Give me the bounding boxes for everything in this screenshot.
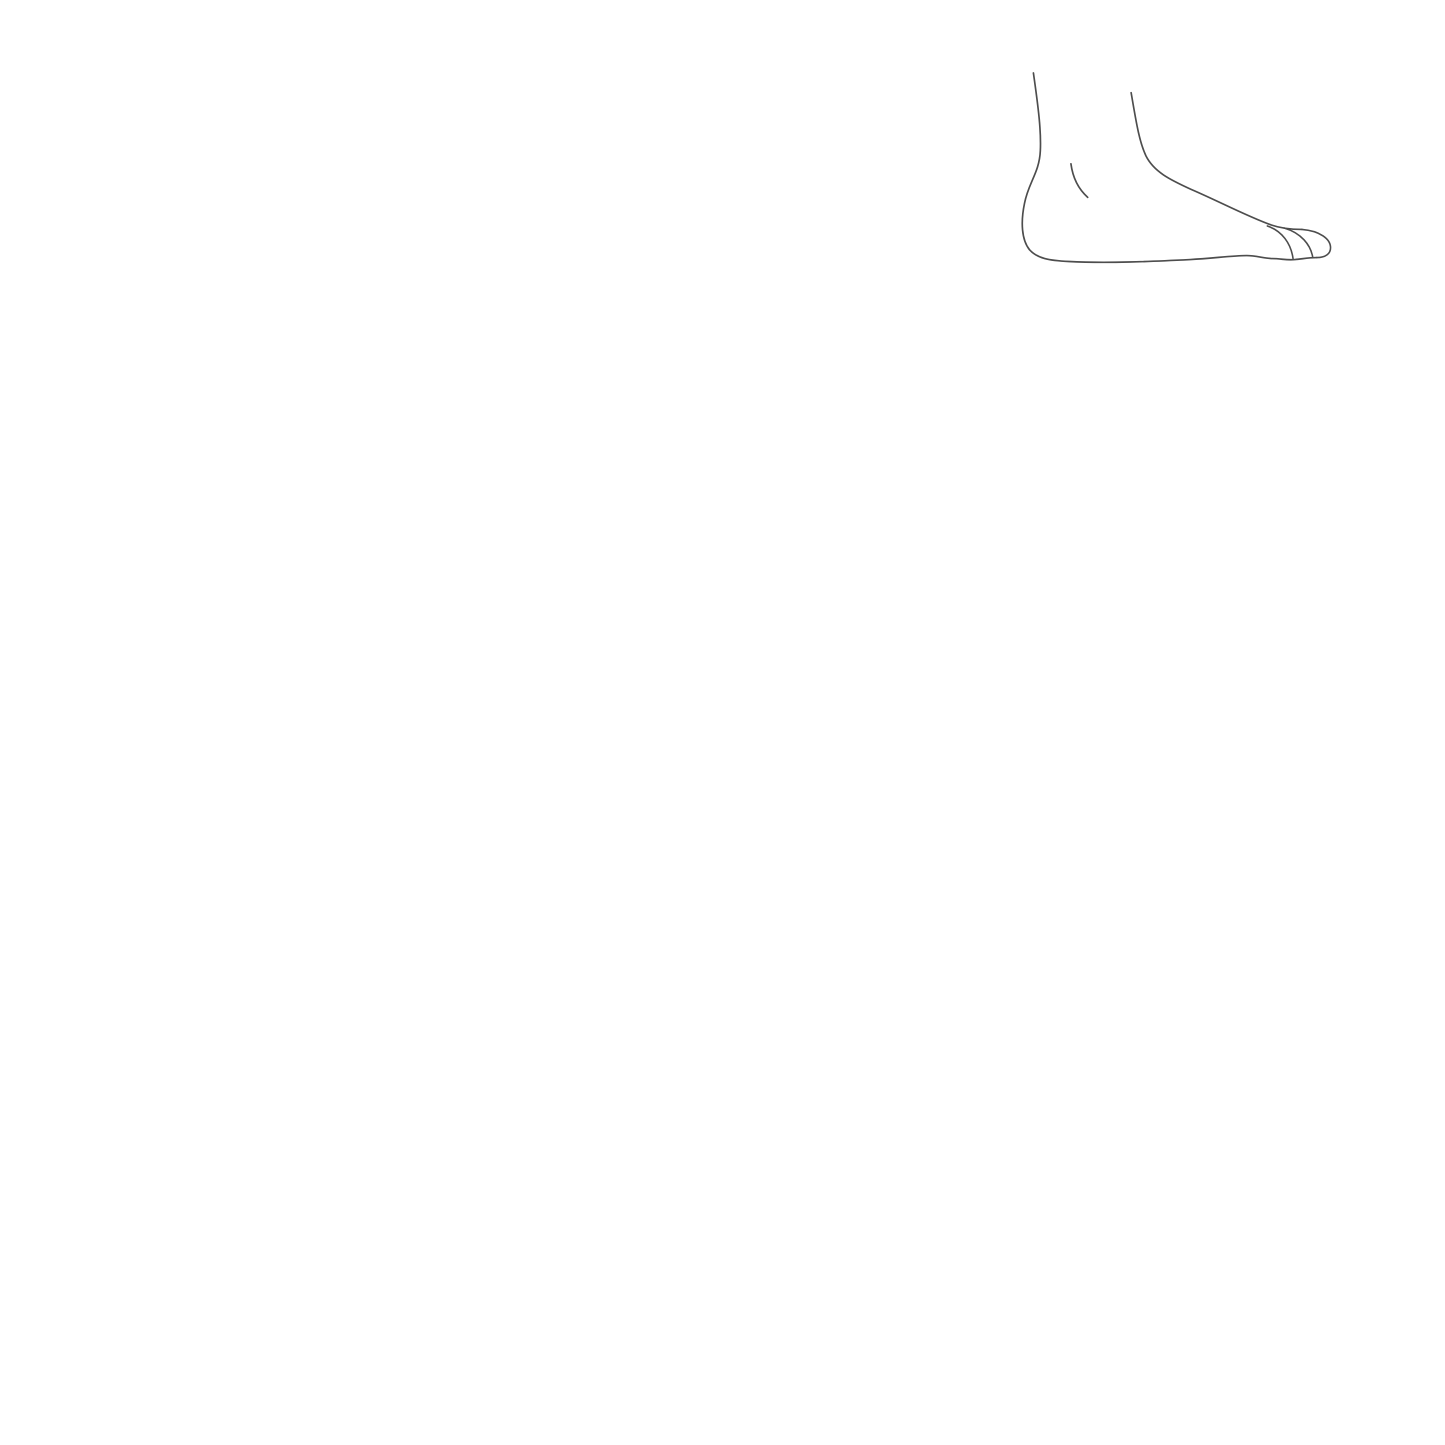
foot-measure-illustration (988, 55, 1373, 317)
intro-section (96, 88, 976, 132)
foot-ruler-icon (988, 55, 1373, 317)
